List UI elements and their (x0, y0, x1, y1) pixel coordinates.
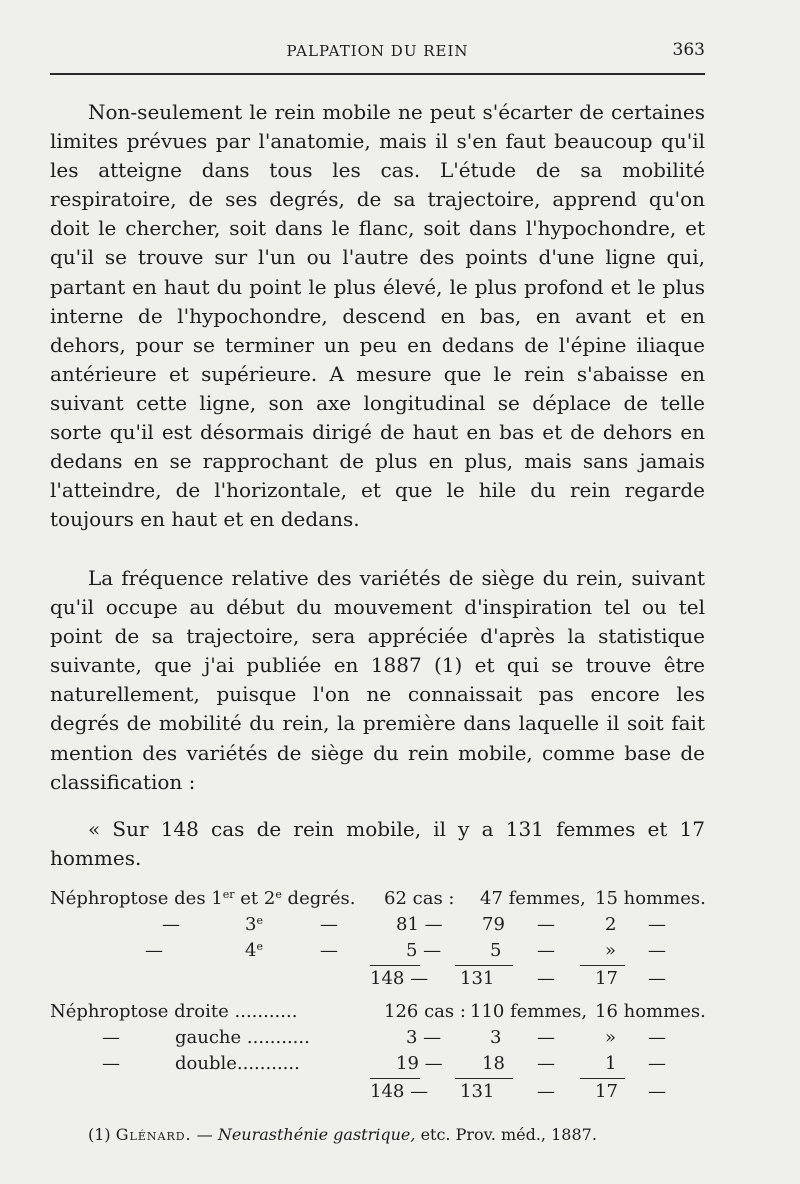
sum-women-cell: 131 (460, 1081, 495, 1102)
side-label: Néphroptose droite ........... (50, 1001, 298, 1022)
ditto-dash: — (648, 1081, 666, 1102)
running-title: PALPATION DU REIN (286, 42, 469, 60)
ditto-dash: — (102, 1053, 120, 1074)
footnote-title: Neurasthénie gastrique, (217, 1125, 416, 1144)
men-cell: 1 (605, 1053, 617, 1074)
stats-row-left (50, 1025, 710, 1051)
sep-dash: — (537, 1053, 555, 1074)
stats-row-degree-1-2 (50, 886, 710, 912)
total-cell: 62 cas : (384, 888, 455, 909)
sum-men-cell: 17 (595, 968, 618, 989)
ditto-dash: — (320, 914, 338, 935)
header-rule (50, 73, 705, 75)
sum-women-cell: 131 (460, 968, 495, 989)
women-cell: 47 femmes, (480, 888, 586, 909)
sep-dash: — (537, 968, 555, 989)
men-cell: » (605, 1027, 617, 1048)
stats-row-degree-3 (50, 912, 710, 938)
men-cell: 16 hommes. (595, 1001, 706, 1022)
degree-cell: 3e (245, 914, 263, 935)
footnote-dash: — (196, 1125, 213, 1144)
page-number: 363 (672, 40, 705, 60)
women-cell: 79 (482, 914, 505, 935)
running-head (50, 38, 705, 72)
paragraph-2: La fréquence relative des variétés de siège du rein, suivant qu'il occupe au début du mouvement d'inspiration tel ou tel point de sa trajectoire, sera appréciée d'après la statistique suivante, que j'ai publiée en 1887 (1) et qui se trouve être naturellement, puisque l'on ne connaissait pas encore les degrés de mobilité du rein, la première dans laquelle il soit fait mention des variétés de siège du rein mobile, comme base de classification : (50, 566, 705, 794)
degree-cell: 4e (245, 940, 263, 961)
footnote-author: Glénard. (115, 1125, 192, 1144)
ditto-dash: — (648, 1053, 666, 1074)
ditto-dash: — (648, 940, 666, 961)
total-cell: 5 — (406, 940, 442, 961)
ditto-dash: — (162, 914, 180, 935)
stats-row-double (50, 1051, 710, 1077)
women-cell: 5 (490, 940, 502, 961)
women-cell: 3 (490, 1027, 502, 1048)
sep-dash: — (537, 1081, 555, 1102)
side-label: double........... (175, 1053, 300, 1074)
side-label: gauche ........... (175, 1027, 310, 1048)
women-cell: 110 femmes, (470, 1001, 588, 1022)
total-cell: 19 — (396, 1053, 443, 1074)
ditto-dash: — (648, 1027, 666, 1048)
sep-dash: — (537, 940, 555, 961)
ditto-dash: — (102, 1027, 120, 1048)
ditto-dash: — (320, 940, 338, 961)
footnote (88, 1125, 597, 1144)
stats-row-degree-4 (50, 938, 710, 964)
total-cell: 81 — (396, 914, 443, 935)
men-cell: » (605, 940, 617, 961)
stats-row-degree-sum (50, 966, 710, 992)
total-cell: 126 cas : (384, 1001, 466, 1022)
ditto-dash: — (145, 940, 163, 961)
women-cell: 18 (482, 1053, 505, 1074)
ditto-dash: — (648, 968, 666, 989)
men-cell: 15 hommes. (595, 888, 706, 909)
footnote-rest: etc. Prov. méd., 1887. (420, 1125, 597, 1144)
degree-heading: Néphroptose des 1er et 2e degrés. (50, 888, 356, 909)
sum-men-cell: 17 (595, 1081, 618, 1102)
sum-total-cell: 148 — (370, 968, 429, 989)
total-cell: 3 — (406, 1027, 442, 1048)
paragraph-1: Non-seulement le rein mobile ne peut s'écarter de certaines limites prévues par l'anatomie, mais il s'en faut beaucoup qu'il les atteigne dans tous les cas. L'étude de sa mobilité respiratoire, de ses degrés, de sa trajectoire, apprend qu'on doit le chercher, soit dans le flanc, soit dans l'hypochondre, et qu'il se trouve sur l'un ou l'autre des points d'une ligne qui, partant en haut du point le plus élevé, le plus profond et le plus interne de l'hypochondre, descend en bas, en avant et en dehors, pour se terminer un peu en dedans de l'épine iliaque antérieure et supérieure. A mesure que le rein s'abaisse en suivant cette ligne, son axe longitudinal se déplace de telle sorte qu'il est désormais dirigé de haut en bas et de dehors en dedans en se rapprochant de plus en plus, mais sans jamais l'atteindre, de l'horizontale, et que le hile du rein regarde toujours en haut et en dedans. (50, 100, 705, 532)
stats-row-side-sum (50, 1079, 710, 1105)
paragraph-3: « Sur 148 cas de rein mobile, il y a 131 femmes et 17 hommes. (50, 817, 705, 871)
stats-row-right (50, 999, 710, 1025)
sep-dash: — (537, 1027, 555, 1048)
ditto-dash: — (648, 914, 666, 935)
sum-total-cell: 148 — (370, 1081, 429, 1102)
footnote-marker: (1) (88, 1125, 111, 1144)
sep-dash: — (537, 914, 555, 935)
men-cell: 2 (605, 914, 617, 935)
